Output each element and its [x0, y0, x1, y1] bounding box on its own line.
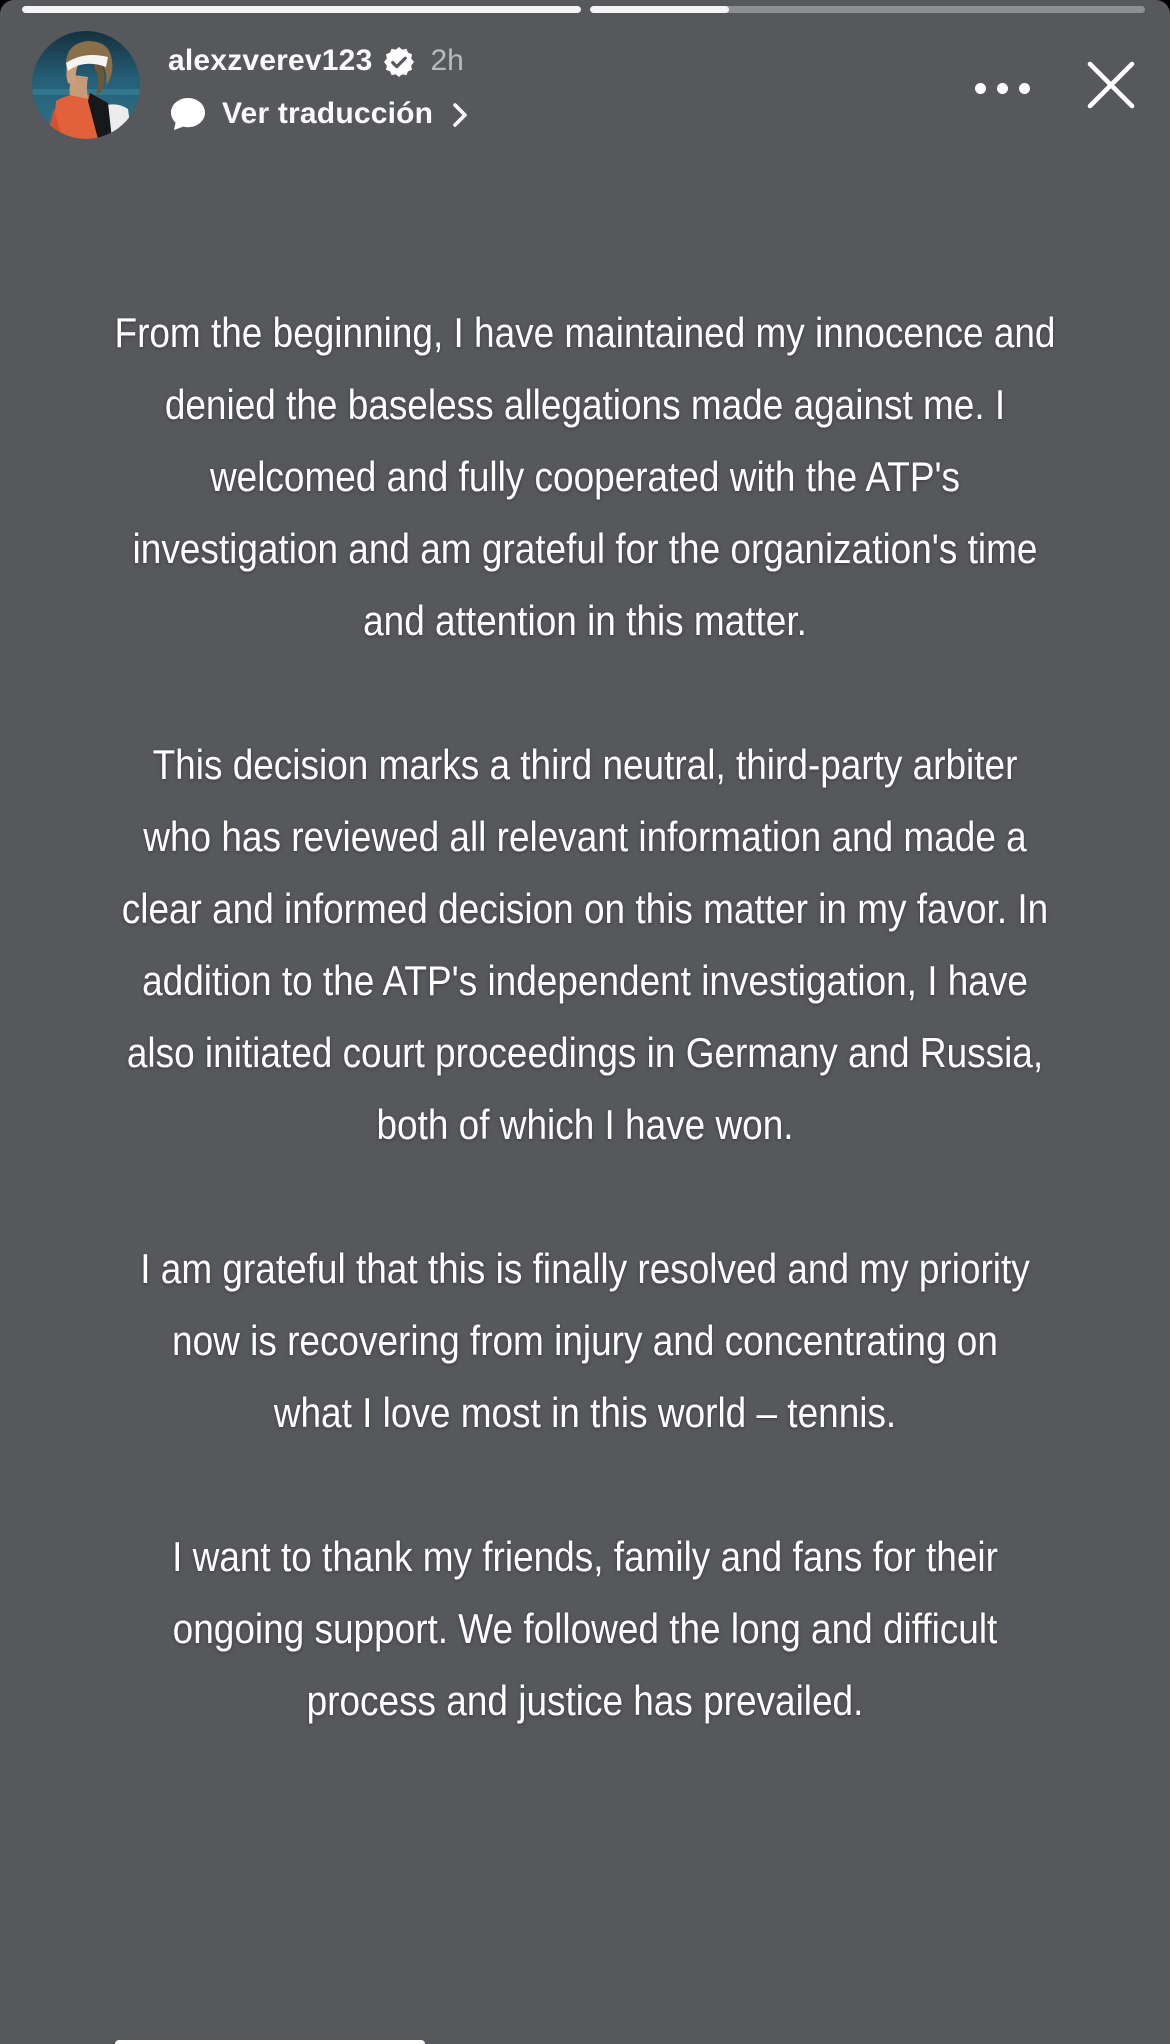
story-text: [0, 297, 1170, 1809]
story-text-line: now is recovering from injury and concentrating on: [172, 1317, 998, 1364]
story-text-line: clear and informed decision on this matter in my favor. In: [121, 885, 1049, 932]
reply-bar-edge[interactable]: [115, 2040, 425, 2044]
speech-bubble-icon: [168, 94, 208, 134]
story-text-line: investigation and am grateful for the organization's time: [132, 525, 1038, 572]
avatar-image: [32, 31, 140, 139]
username[interactable]: alexzverev123: [168, 44, 373, 77]
story-header: [0, 0, 1170, 150]
translate-row[interactable]: [168, 93, 473, 135]
story-text-line: and attention in this matter.: [363, 597, 807, 644]
story-text-line: This decision marks a third neutral, third-party arbiter: [152, 741, 1018, 788]
story-text-line: both of which I have won.: [376, 1101, 794, 1148]
story-paragraph: [0, 1233, 1170, 1449]
story-paragraph: [0, 729, 1170, 1161]
story-text-line: addition to the ATP's independent investigation, I have: [142, 957, 1028, 1004]
timestamp: 2h: [430, 44, 464, 77]
story-text-line: I am grateful that this is finally resolved and my priority: [140, 1245, 1030, 1292]
story-text-line: From the beginning, I have maintained my innocence and: [114, 309, 1056, 356]
story-text-line: welcomed and fully cooperated with the ATP's: [209, 453, 961, 500]
more-options-button[interactable]: [975, 77, 1030, 94]
chevron-right-icon: [447, 99, 473, 131]
close-button[interactable]: [1082, 56, 1140, 114]
translate-label[interactable]: Ver traducción: [222, 97, 434, 130]
close-icon: [1082, 56, 1140, 114]
header-username-row: [168, 42, 473, 80]
story-text-line: also initiated court proceedings in Germany and Russia,: [126, 1029, 1044, 1076]
story-paragraph: [0, 297, 1170, 657]
story-paragraph: [0, 1521, 1170, 1737]
story-text-line: denied the baseless allegations made against me. I: [164, 381, 1006, 428]
story-text-line: I want to thank my friends, family and fans for their: [172, 1533, 998, 1580]
story-text-line: who has reviewed all relevant information and made a: [143, 813, 1027, 860]
story-text-line: process and justice has prevailed.: [306, 1677, 864, 1724]
story-text-line: ongoing support. We followed the long and difficult: [172, 1605, 998, 1652]
ellipsis-icon: [975, 83, 1030, 94]
header-info: [168, 42, 473, 135]
header-actions: [975, 56, 1140, 114]
avatar[interactable]: [32, 31, 140, 139]
verified-badge-icon: [384, 47, 414, 77]
story-text-line: what I love most in this world – tennis.: [273, 1389, 897, 1436]
